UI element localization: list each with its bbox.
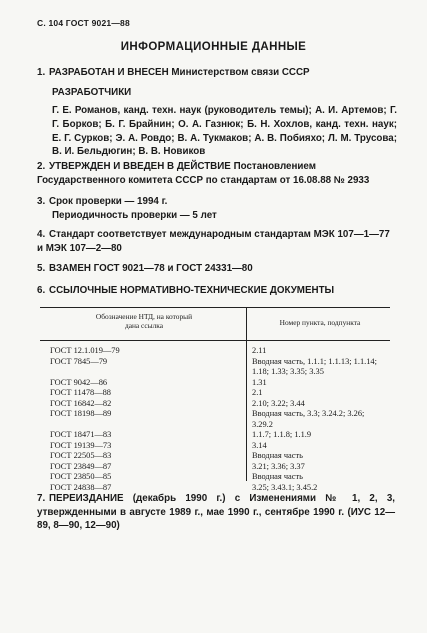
section-number: 4. bbox=[37, 229, 46, 240]
table-cell: 1.1.7; 1.1.8; 1.1.9 bbox=[252, 430, 312, 439]
table-cell: 2.11 bbox=[252, 346, 267, 355]
section-text: Постановлением Государственного комитета СССР по стандартам от 16.08.88 № 2933 bbox=[37, 161, 370, 186]
table-cell bbox=[50, 367, 120, 378]
table-cell: 1.18; 1.33; 3.35; 3.35 bbox=[252, 367, 324, 376]
table-top-rule bbox=[40, 307, 390, 308]
section-number: 2. bbox=[37, 161, 46, 172]
table-cell: 2.10; 3.22; 3.44 bbox=[252, 398, 305, 408]
table-cell: ГОСТ 12.1.019—79 bbox=[50, 346, 120, 355]
review-period: Срок проверки — 1994 г. bbox=[49, 196, 168, 207]
section-text: ПЕРЕИЗДАНИЕ (декабрь 1990 г.) с Изменениями № 1, 2, 3, утвержденными в августе 1989 г., мае 1990 г., сентябре 1990 г. (ИУС 12—89, 8—90, 12—90) bbox=[37, 493, 395, 531]
table-cell: 3.29.2 bbox=[252, 419, 273, 429]
table-cell: ГОСТ 19139—73 bbox=[50, 440, 112, 450]
table-column-designations bbox=[50, 346, 120, 493]
table-cell: 3.25; 3.43.1; 3.45.2 bbox=[252, 482, 318, 492]
table-column-clauses bbox=[252, 346, 377, 493]
section-number: 6. bbox=[37, 285, 46, 296]
table-header-clause: Номер пункта, подпункта bbox=[279, 318, 361, 327]
section-number: 3. bbox=[37, 196, 46, 207]
table-cell: ГОСТ 18471—83 bbox=[50, 430, 112, 439]
page-header: С. 104 ГОСТ 9021—88 bbox=[37, 18, 130, 28]
table-cell: 3.14 bbox=[252, 440, 267, 450]
section-heading: УТВЕРЖДЕН И ВВЕДЕН В ДЕЙСТВИЕ bbox=[49, 161, 231, 172]
table-cell: ГОСТ 11478—88 bbox=[50, 388, 111, 397]
section-number: 7. bbox=[37, 493, 46, 504]
table-cell: ГОСТ 9042—86 bbox=[50, 377, 108, 387]
table-cell: 3.21; 3.36; 3.37 bbox=[252, 461, 305, 471]
table-cell: ГОСТ 24838—87 bbox=[50, 482, 112, 492]
section-1 bbox=[37, 66, 395, 80]
table-cell: Вводная часть bbox=[252, 451, 303, 460]
section-4 bbox=[37, 228, 395, 255]
table-cell: ГОСТ 22505—83 bbox=[50, 451, 112, 460]
table-cell: ГОСТ 23849—87 bbox=[50, 461, 112, 471]
developers-text: Г. Е. Романов, канд. техн. наук (руководитель темы); А. И. Артемов; Г. Г. Борков; Б. Г. Брайнин; О. А. Газнюк; Б. Н. Хохлов, канд. техн. наук; Е. Г. Сурков; Э. А. Ровдо; В. А. Тукмаков; А. В. Побияхо; Л. М. Трусова; В. И. Бельдюгин; В. В. Новиков bbox=[52, 105, 397, 158]
section-number: 1. bbox=[37, 67, 46, 78]
section-3 bbox=[37, 195, 395, 209]
section-2 bbox=[37, 160, 395, 187]
table-column-divider bbox=[246, 307, 247, 481]
section-heading: РАЗРАБОТАН И ВНЕСЕН bbox=[49, 67, 169, 78]
section-text: ВЗАМЕН ГОСТ 9021—78 и ГОСТ 24331—80 bbox=[49, 263, 253, 274]
table-cell: ГОСТ 16842—82 bbox=[50, 398, 112, 408]
table-cell: Вводная часть, 1.1.1; 1.1.13; 1.1.14; bbox=[252, 356, 377, 366]
table-header-rule bbox=[40, 340, 390, 341]
section-text: ССЫЛОЧНЫЕ НОРМАТИВНО-ТЕХНИЧЕСКИЕ ДОКУМЕНТЫ bbox=[49, 285, 335, 296]
section-text: Министерством связи СССР bbox=[168, 67, 310, 78]
section-7 bbox=[37, 492, 395, 533]
table-cell: ГОСТ 7845—79 bbox=[50, 356, 108, 366]
header-line: Обозначение НТД, на который bbox=[95, 312, 193, 321]
table-cell: ГОСТ 23850—85 bbox=[50, 472, 112, 481]
table-header-designation bbox=[48, 312, 240, 330]
header-line: дана ссылка bbox=[124, 321, 164, 330]
table-cell: 1.31 bbox=[252, 377, 267, 387]
table-cell: Вводная часть bbox=[252, 472, 303, 481]
section-5 bbox=[37, 262, 395, 276]
developers-label: РАЗРАБОТЧИКИ bbox=[52, 87, 132, 98]
section-6 bbox=[37, 284, 395, 298]
table-cell: Вводная часть, 3.3; 3.24.2; 3.26; bbox=[252, 409, 365, 418]
page-title: ИНФОРМАЦИОННЫЕ ДАННЫЕ bbox=[120, 41, 307, 53]
section-number: 5. bbox=[37, 263, 46, 274]
table-cell: 2.1 bbox=[252, 388, 263, 397]
table-cell: ГОСТ 18198—89 bbox=[50, 409, 112, 418]
section-text: Стандарт соответствует международным стандартам МЭК 107—1—77 и МЭК 107—2—80 bbox=[37, 229, 390, 254]
review-frequency: Периодичность проверки — 5 лет bbox=[52, 210, 217, 221]
table-cell bbox=[50, 420, 120, 431]
